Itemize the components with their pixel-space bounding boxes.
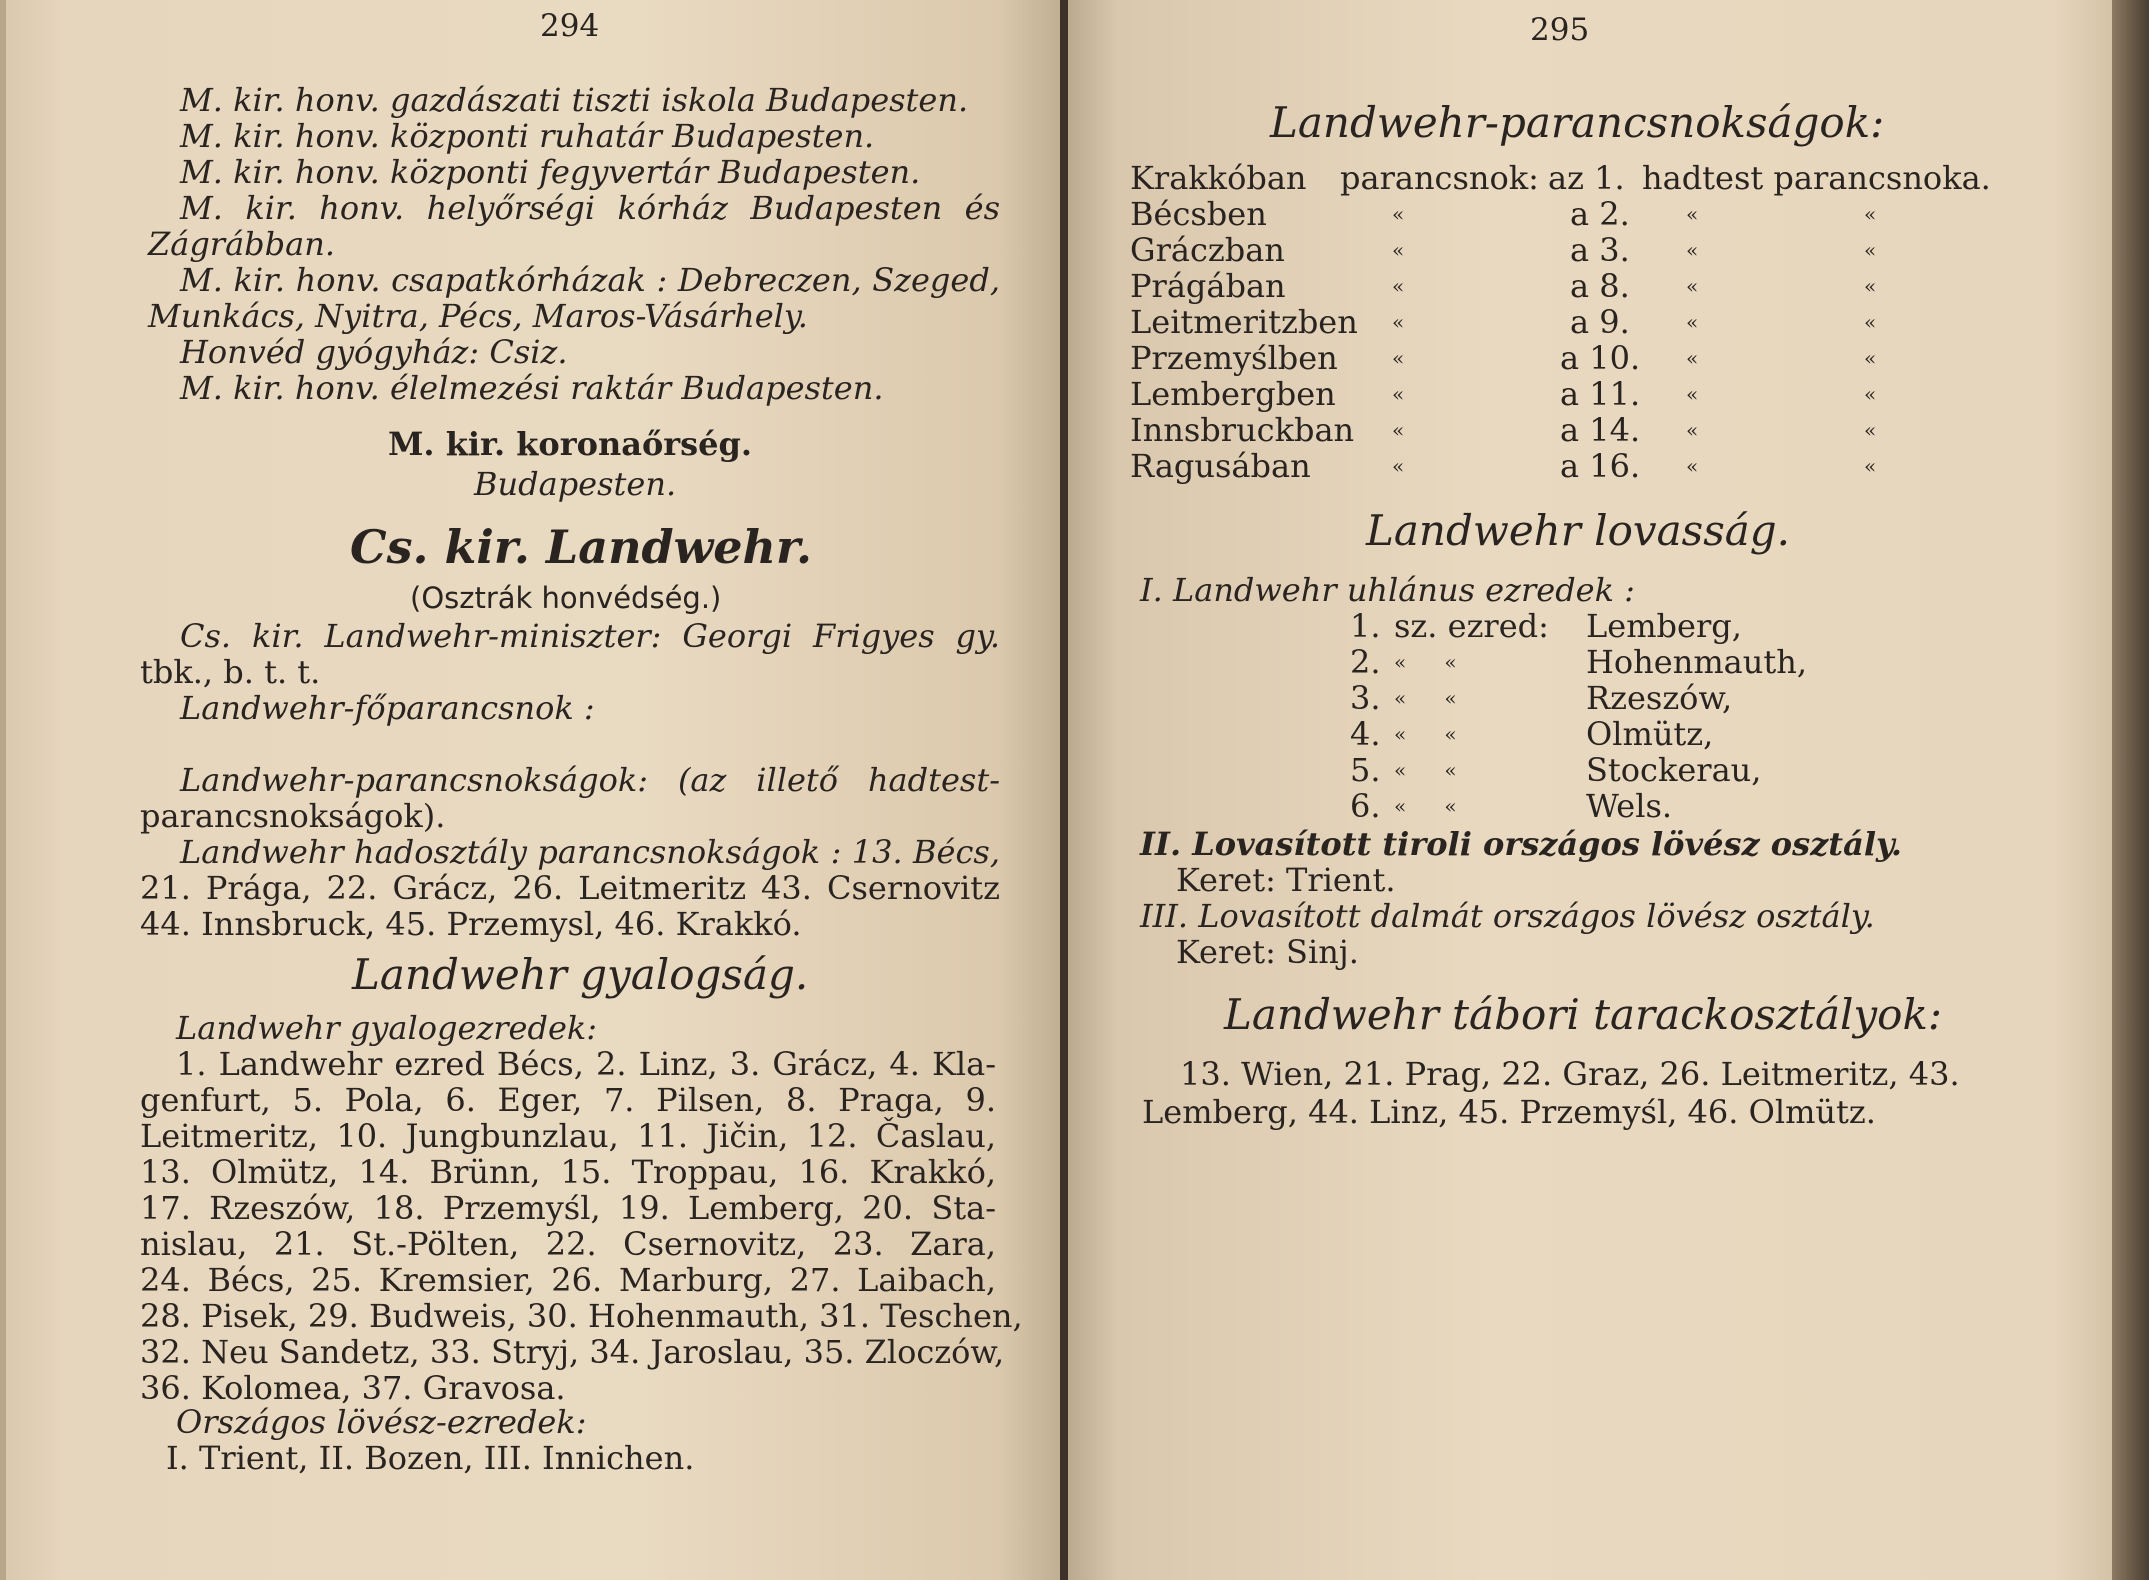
list-item-mid: sz. ezred: [1394, 607, 1549, 645]
ditto-mark: « [1392, 202, 1405, 226]
table-cell-city: Bécsben [1130, 195, 1267, 233]
section-title: Cs. kir. Landwehr. [350, 520, 813, 574]
text-line: Leitmeritz, 10. Jungbunzlau, 11. Jičin, 12. Časlau, [140, 1117, 996, 1155]
text-line: tbk., b. t. t. [140, 653, 321, 691]
list-item-city: Stockerau, [1586, 751, 1762, 789]
ditto-mark: « [1686, 310, 1699, 334]
table-cell-city: Innsbruckban [1130, 411, 1355, 449]
text-line: parancsnokságok). [140, 797, 446, 835]
text-line: I. Trient, II. Bozen, III. Innichen. [166, 1439, 695, 1477]
text-line: 24. Bécs, 25. Kremsier, 26. Marburg, 27. Laibach, [140, 1261, 996, 1299]
list-item-number: 6. [1350, 787, 1381, 825]
text-line: Munkács, Nyitra, Pécs, Maros-Vásárhely. [148, 297, 808, 335]
book-gutter [1060, 0, 1068, 1580]
section-subheading: Budapesten. [474, 465, 677, 503]
page-edge-right [2112, 0, 2149, 1580]
list-item-city: Rzeszów, [1586, 679, 1733, 717]
table-cell: a 3. [1570, 231, 1630, 269]
text-line: 13. Wien, 21. Prag, 22. Graz, 26. Leitmeritz, 43. [1180, 1055, 1960, 1093]
ditto-mark: « « [1394, 650, 1457, 674]
table-cell-city: Prágában [1130, 267, 1286, 305]
table-cell-city: Ragusában [1130, 447, 1311, 485]
ditto-mark: « [1392, 418, 1405, 442]
table-cell: a 8. [1570, 267, 1630, 305]
ditto-mark: « [1864, 274, 1877, 298]
list-item-city: Hohenmauth, [1586, 643, 1807, 681]
ditto-mark: « [1864, 238, 1877, 262]
ditto-mark: « [1392, 238, 1405, 262]
table-cell-city: Lembergben [1130, 375, 1336, 413]
table-cell: az 1. [1548, 159, 1625, 197]
section-heading: Landwehr tábori tarackosztályok: [1224, 990, 1943, 1039]
text-line: Lemberg, 44. Linz, 45. Przemyśl, 46. Olmütz. [1142, 1093, 1876, 1131]
ditto-mark: « [1686, 382, 1699, 406]
text-line: Landwehr-parancsnokságok: (az illető hadtest- [180, 761, 1000, 799]
text-line: Zágrábban. [148, 225, 335, 263]
text-line: Országos lövész-ezredek: [176, 1403, 587, 1441]
text-line: genfurt, 5. Pola, 6. Eger, 7. Pilsen, 8. Praga, 9. [140, 1081, 996, 1119]
ditto-mark: « [1686, 346, 1699, 370]
ditto-mark: « [1686, 202, 1699, 226]
table-cell: a 9. [1570, 303, 1630, 341]
text-line: 44. Innsbruck, 45. Przemysl, 46. Krakkó. [140, 905, 802, 943]
text-line: M. kir. honv. csapatkórházak : Debreczen, Szeged, [180, 261, 1000, 299]
ditto-mark: « [1864, 454, 1877, 478]
text-line: M. kir. honv. központi fegyvertár Budapesten. [180, 153, 921, 191]
text-line: M. kir. honv. központi ruhatár Budapesten. [180, 117, 875, 155]
text-line: Keret: Trient. [1176, 861, 1396, 899]
section-heading: Landwehr gyalogság. [352, 950, 809, 999]
ditto-mark: « « [1394, 758, 1457, 782]
text-line: 13. Olmütz, 14. Brünn, 15. Troppau, 16. Krakkó, [140, 1153, 996, 1191]
ditto-mark: « [1392, 346, 1405, 370]
section-heading: Landwehr-parancsnokságok: [1270, 98, 1885, 147]
ditto-mark: « [1864, 382, 1877, 406]
text-line: Landwehr hadosztály parancsnokságok : 13. Bécs, [180, 833, 1000, 871]
text-line: M. kir. honv. helyőrségi kórház Budapesten és [180, 189, 1000, 227]
table-cell-city: Przemyślben [1130, 339, 1338, 377]
table-cell-city: Gráczban [1130, 231, 1285, 269]
ditto-mark: « [1864, 346, 1877, 370]
ditto-mark: « [1392, 274, 1405, 298]
text-line: I. Landwehr uhlánus ezredek : [1140, 571, 1635, 609]
ditto-mark: « [1392, 310, 1405, 334]
list-item-city: Olmütz, [1586, 715, 1714, 753]
table-cell: a 10. [1560, 339, 1641, 377]
section-subtitle: (Osztrák honvédség.) [410, 581, 722, 615]
ditto-mark: « [1392, 454, 1405, 478]
section-heading: Landwehr lovasság. [1366, 506, 1791, 555]
page-number-left: 294 [540, 8, 600, 44]
text-line: Keret: Sinj. [1176, 933, 1359, 971]
text-line: 21. Prága, 22. Grácz, 26. Leitmeritz 43. Csernovitz [140, 869, 1000, 907]
text-line: nislau, 21. St.-Pölten, 22. Csernovitz, 23. Zara, [140, 1225, 996, 1263]
text-line: Cs. kir. Landwehr-miniszter: Georgi Frigyes gy. [180, 617, 1000, 655]
text-line: Landwehr-főparancsnok : [180, 689, 595, 727]
ditto-mark: « [1686, 418, 1699, 442]
text-line: 1. Landwehr ezred Bécs, 2. Linz, 3. Grácz, 4. Kla- [176, 1045, 996, 1083]
ditto-mark: « « [1394, 686, 1457, 710]
text-line: M. kir. honv. élelmezési raktár Budapesten. [180, 369, 884, 407]
text-line: 32. Neu Sandetz, 33. Stryj, 34. Jaroslau, 35. Zloczów, [140, 1333, 1005, 1371]
table-cell: hadtest parancsnoka. [1642, 159, 1991, 197]
text-line: III. Lovasított dalmát országos lövész osztály. [1140, 897, 1875, 935]
table-cell: a 11. [1560, 375, 1641, 413]
ditto-mark: « « [1394, 794, 1457, 818]
ditto-mark: « [1686, 238, 1699, 262]
list-item-number: 5. [1350, 751, 1381, 789]
table-cell: a 2. [1570, 195, 1630, 233]
ditto-mark: « [1864, 418, 1877, 442]
table-cell: a 14. [1560, 411, 1641, 449]
text-line: 36. Kolomea, 37. Gravosa. [140, 1369, 566, 1407]
text-line: 17. Rzeszów, 18. Przemyśl, 19. Lemberg, 20. Sta- [140, 1189, 996, 1227]
list-item-number: 1. [1350, 607, 1381, 645]
ditto-mark: « « [1394, 722, 1457, 746]
list-item-city: Wels. [1586, 787, 1673, 825]
page-edge-left [0, 0, 6, 1580]
ditto-mark: « [1864, 310, 1877, 334]
ditto-mark: « [1686, 454, 1699, 478]
ditto-mark: « [1864, 202, 1877, 226]
table-cell-city: Krakkóban [1130, 159, 1307, 197]
text-line: M. kir. honv. gazdászati tiszti iskola Budapesten. [180, 81, 969, 119]
page-number-right: 295 [1530, 12, 1590, 48]
list-item-city: Lemberg, [1586, 607, 1742, 645]
text-line: 28. Pisek, 29. Budweis, 30. Hohenmauth, 31. Teschen, [140, 1297, 1023, 1335]
table-cell: parancsnok: [1340, 159, 1539, 197]
ditto-mark: « [1686, 274, 1699, 298]
table-cell: a 16. [1560, 447, 1641, 485]
list-item-number: 4. [1350, 715, 1381, 753]
text-line: Landwehr gyalogezredek: [176, 1009, 598, 1047]
list-item-number: 2. [1350, 643, 1381, 681]
list-item-number: 3. [1350, 679, 1381, 717]
section-heading: M. kir. koronaőrség. [388, 425, 753, 463]
text-line: Honvéd gyógyház: Csiz. [180, 333, 568, 371]
ditto-mark: « [1392, 382, 1405, 406]
text-line: II. Lovasított tiroli országos lövész osztály. [1140, 825, 1903, 863]
table-cell-city: Leitmeritzben [1130, 303, 1358, 341]
